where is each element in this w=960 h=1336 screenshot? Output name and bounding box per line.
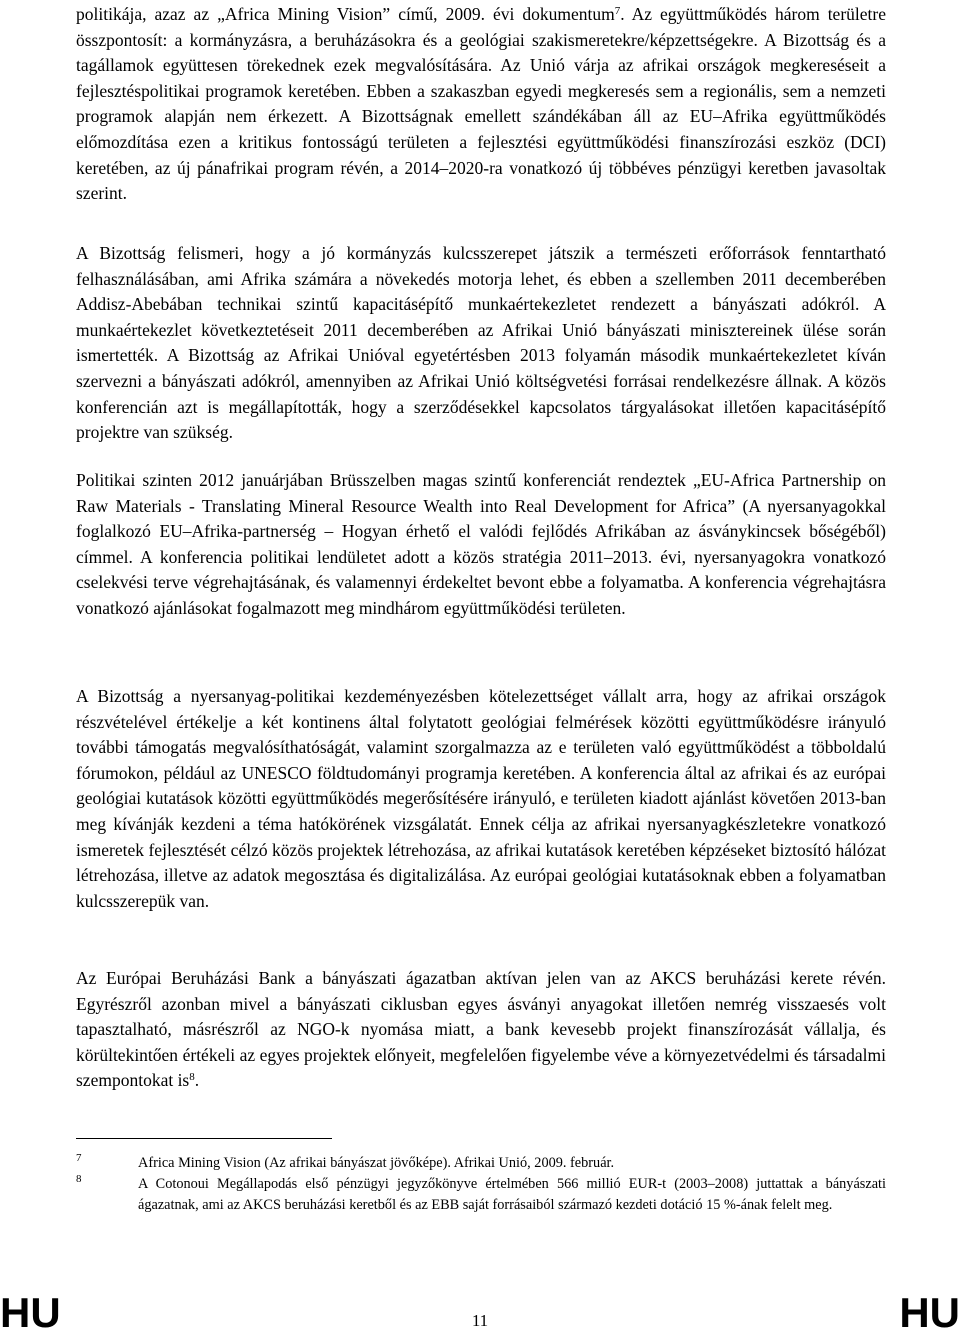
paragraph-1	[76, 2, 886, 207]
footnote-7	[76, 1153, 886, 1174]
paragraph-5-text: Az Európai Beruházási Bank a bányászati ágazatban aktívan jelen van az AKCS beruházási kerete révén. Egyrészről azonban mivel a bányászati ciklusban egyes ásványi anyagokat illetően nemrég visszaesés volt tapasztalható, másrészről az NGO-k nyomása miatt, a bank kevesebb projekt finanszírozását vállalja, és körültekintően értékeli az egyes projektek előnyeit, megfelelően figyelembe véve a környezetvédelmi és társadalmi szempontokat is	[76, 968, 886, 1091]
footnote-8	[76, 1174, 886, 1216]
paragraph-1-text: politikája, azaz az „Africa Mining Vision” című, 2009. évi dokumentum	[76, 4, 615, 24]
paragraph-5-text-end: .	[194, 1070, 200, 1091]
footnote-ref-8[interactable]: 8	[189, 1071, 195, 1084]
language-code-right: HU	[899, 1289, 960, 1336]
paragraph-4: A Bizottság a nyersanyag-politikai kezdeményezésben kötelezettséget vállalt arra, hogy az afrikai országok részvételével értékelje a két kontinens által folytatott geológiai felmérések közötti együttműködésre irányuló további támogatás megvalósíthatóságát, valamint szorgalmazza az e területen való együttműködést a többoldalú fórumokon, például az UNESCO földtudományi programja keretében. A konferencia által az afrikai és az európai geológiai kutatások közötti együttműködés megerősítésére irányuló, e területen kiadott ajánlást követően 2013-ban meg kívánják kezdeni a téma hatókörének vizsgálatát. Ennek célja az afrikai nyersanyagkészletekre vonatkozó ismeretek fejlesztését célzó közös projektek létrehozása, az afrikai kutatások keretében képzéseket biztosító hálózat létrehozása, illetve az adatok megosztása és digitalizálása. Az európai geológiai kutatásoknak ebben a folyamatban kulcsszerepük van.	[76, 686, 886, 911]
footnote-text: Africa Mining Vision (Az afrikai bányászat jövőképe). Afrikai Unió, 2009. február.	[138, 1155, 615, 1171]
paragraph-3: Politikai szinten 2012 januárjában Brüsszelben magas szintű konferenciát rendeztek „EU-Africa Partnership on Raw Materials - Translating Mineral Resource Wealth into Real Development for Africa” (A nyersanyagokkal foglalkozó EU–Afrika-partnerség – Hogyan érhető el valódi fejlődés Afrikában az ásványkincsek bőségéből) címmel. A konferencia politikai lendületet adott a közös stratégia 2011–2013. évi, nyersanyagokra vonatkozó cselekvési terve végrehajtásának, és valamennyi érdekeltet bevont ebbe a folyamatba. A konferencia végrehajtásra vonatkozó ajánlásokat fogalmazott meg mindhárom együttműködési területen.	[76, 470, 886, 618]
footnote-text: A Cotonoui Megállapodás első pénzügyi jegyzőkönyve értelmében 566 millió EUR-t (2003–2008) juttattak a bányászati ágazatnak, ami az AKCS beruházási keretből és az EBB saját forrásaiból származó kezdeti dotáció 15 %-ának felelt meg.	[138, 1176, 886, 1213]
paragraph-1-text-cont: . Az együttműködés három területre összpontosít: a kormányzásra, a beruházásokra és a geológiai szakismeretekre/képzettségekre. A Bizottság és a tagállamok együttesen törekednek ezek megvalósítására. Az Unió várja az afrikai országok megkereséseit a fejlesztéspolitikai programok keretében. Ebben a szakaszban egyedi megkeresés sem a regionális, sem a nemzeti programok alapján nem érkezett. A Bizottságnak emellett szándékában áll az EU–Afrika együttműködés előmozdítása ezen a kritikus fontosságú területen a fejlesztési együttműködési finanszírozási eszköz (DCI) keretében, az új pánafrikai program révén, a 2014–2020-ra vonatkozó új többéves pénzügyi keretben javasoltak szerint.	[76, 4, 886, 204]
footnote-ref-7[interactable]: 7	[614, 5, 621, 17]
paragraph-2: A Bizottság felismeri, hogy a jó kormányzás kulcsszerepet játszik a természeti erőforrások fenntartható felhasználásában, ami Afrika számára a növekedés motorja lehet, és ebben a szellemben 2011 decemberében Addisz-Abebában technikai szintű kapacitásépítő munkaértekezletet rendezett a bányászati adókról. A munkaértekezlet következtetéseit 2011 decemberében az Afrikai Unió bányászati minisztereinek ülése során ismertették. A Bizottság az Afrikai Unióval egyetértésben 2013 folyamán második munkaértekezletet kíván szervezni a bányászati adókról, amennyiben az Afrikai Unió költségvetési forrásai rendelkezésre állnak. A közös konferencián azt is megállapították, hogy a szerződésekkel kapcsolatos tárgyalásokat illetően kapacitásépítő projektre van szükség.	[76, 243, 886, 443]
footnote-separator	[76, 1138, 332, 1139]
footnote-number: 8	[76, 1173, 82, 1185]
paragraph-5	[76, 966, 886, 1094]
footnote-number: 7	[76, 1152, 82, 1164]
page-number: 11	[471, 1311, 489, 1330]
language-code-left: HU	[0, 1289, 61, 1336]
